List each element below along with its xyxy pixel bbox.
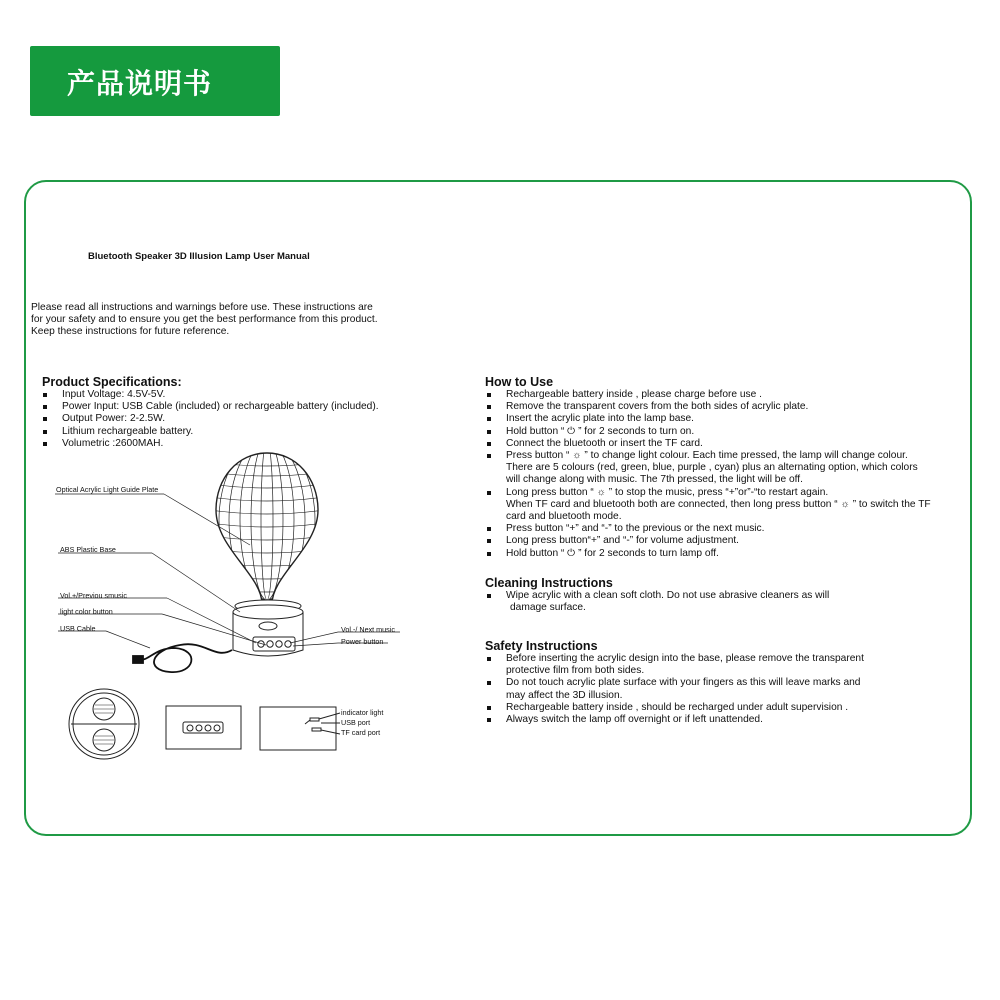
- safety-list: [485, 653, 864, 726]
- list-item: Rechargeable battery inside , please charge before use .: [485, 389, 931, 401]
- list-item: [485, 426, 931, 438]
- list-item: Lithium rechargeable battery.: [41, 426, 379, 438]
- continuation-line: There are 5 colours (red, green, blue, purple , cyan) plus an alternating option, which colors: [506, 462, 918, 474]
- list-item: Always switch the lamp off overnight or if left unattended.: [485, 714, 864, 726]
- cleaning-list: [485, 590, 829, 614]
- list-item: [485, 653, 864, 677]
- specs-heading: Product Specifications:: [42, 375, 182, 389]
- continuation-line: protective film from both sides.: [506, 665, 645, 677]
- list-item: Power Input: USB Cable (included) or rechargeable battery (included).: [41, 401, 379, 413]
- text-post: ” to stop the music, press “+”or”-“to restart again.: [605, 486, 829, 498]
- label-power-button: Power button: [341, 637, 384, 646]
- list-item: [485, 677, 864, 701]
- text-pre: When TF card and bluetooth both are connected, then long press button “: [506, 498, 841, 510]
- item-text: Before inserting the acrylic design into the base, please remove the transparent: [506, 653, 864, 664]
- list-item: Input Voltage: 4.5V-5V.: [41, 389, 379, 401]
- continuation-line: [506, 499, 931, 511]
- sun-icon: ☼: [596, 486, 606, 498]
- label-tf-port: TF card port: [341, 728, 381, 737]
- intro-line: Please read all instructions and warnings before use. These instructions are: [31, 302, 373, 313]
- label-usb-port: USB port: [341, 718, 371, 727]
- text-pre: Long press button “: [506, 486, 597, 498]
- sun-icon: ☼: [572, 450, 582, 462]
- text-post: ” to change light colour. Each time pressed, the lamp will change colour.: [581, 450, 908, 462]
- list-item: [485, 548, 931, 560]
- button-panel-view: [166, 706, 241, 749]
- list-item: Insert the acrylic plate into the lamp base.: [485, 413, 931, 425]
- power-icon: ⏻: [567, 547, 576, 559]
- acrylic-bulb-plate: [210, 440, 324, 604]
- list-item: [485, 450, 931, 487]
- port-side-view: [260, 707, 340, 750]
- continuation-line: damage surface.: [510, 602, 586, 614]
- howto-heading: How to Use: [485, 375, 554, 389]
- cleaning-heading: Cleaning Instructions: [485, 576, 613, 590]
- label-abs-base: ABS Plastic Base: [60, 545, 116, 554]
- list-item: Press button “+” and “-” to the previous or the next music.: [485, 523, 931, 535]
- text-post: ” for 2 seconds to turn lamp off.: [575, 547, 719, 559]
- list-item: Long press button“+” and “-” for volume adjustment.: [485, 535, 931, 547]
- label-vol-next: Vol.-/ Next music: [341, 625, 395, 634]
- intro-line: for your safety and to ensure you get the best performance from this product.: [31, 314, 378, 326]
- page-title: 产品说明书: [67, 67, 213, 100]
- lamp-base: [233, 600, 303, 656]
- text-post: ” for 2 seconds to turn on.: [575, 425, 695, 437]
- list-item: Volumetric :2600MAH.: [41, 438, 379, 450]
- item-text: Wipe acrylic with a clean soft cloth. Do not use abrasive cleaners as will: [506, 590, 830, 601]
- text-pre: Press button “: [506, 450, 573, 462]
- text-post: ” to switch the TF: [849, 498, 931, 510]
- sun-icon: ☼: [840, 498, 850, 510]
- list-item: Output Power: 2-2.5W.: [41, 413, 379, 425]
- label-acrylic-plate: Optical Acrylic Light Guide Plate: [56, 485, 159, 494]
- list-item: Remove the transparent covers from the both sides of acrylic plate.: [485, 401, 931, 413]
- label-indicator: indicator light: [341, 708, 384, 717]
- intro-line: Keep these instructions for future reference.: [31, 326, 230, 338]
- howto-list: [485, 389, 931, 560]
- label-light-button: light color button: [60, 607, 113, 616]
- text-pre: Hold button “: [506, 425, 568, 437]
- continuation-line: will change along with music. The 7th pressed, the light will be off.: [506, 474, 803, 486]
- list-item: [485, 487, 931, 524]
- label-vol-prev: Vol.+/Previou smusic: [60, 591, 127, 600]
- label-usb-cable: USB Cable: [60, 624, 96, 633]
- list-item: Connect the bluetooth or insert the TF card.: [485, 438, 931, 450]
- usb-cable: [133, 644, 232, 672]
- list-item: [485, 590, 829, 614]
- power-icon: ⏻: [567, 425, 576, 437]
- continuation-line: card and bluetooth mode.: [506, 511, 622, 523]
- safety-heading: Safety Instructions: [485, 639, 598, 653]
- text-pre: Hold button “: [506, 547, 568, 559]
- manual-title: Bluetooth Speaker 3D Illusion Lamp User Manual: [88, 251, 310, 262]
- item-text: Do not touch acrylic plate surface with your fingers as this will leave marks and: [506, 677, 861, 689]
- continuation-line: may affect the 3D illusion.: [506, 689, 623, 701]
- base-top-view: [69, 689, 139, 759]
- list-item: Rechargeable battery inside , should be recharged under adult supervision .: [485, 702, 864, 714]
